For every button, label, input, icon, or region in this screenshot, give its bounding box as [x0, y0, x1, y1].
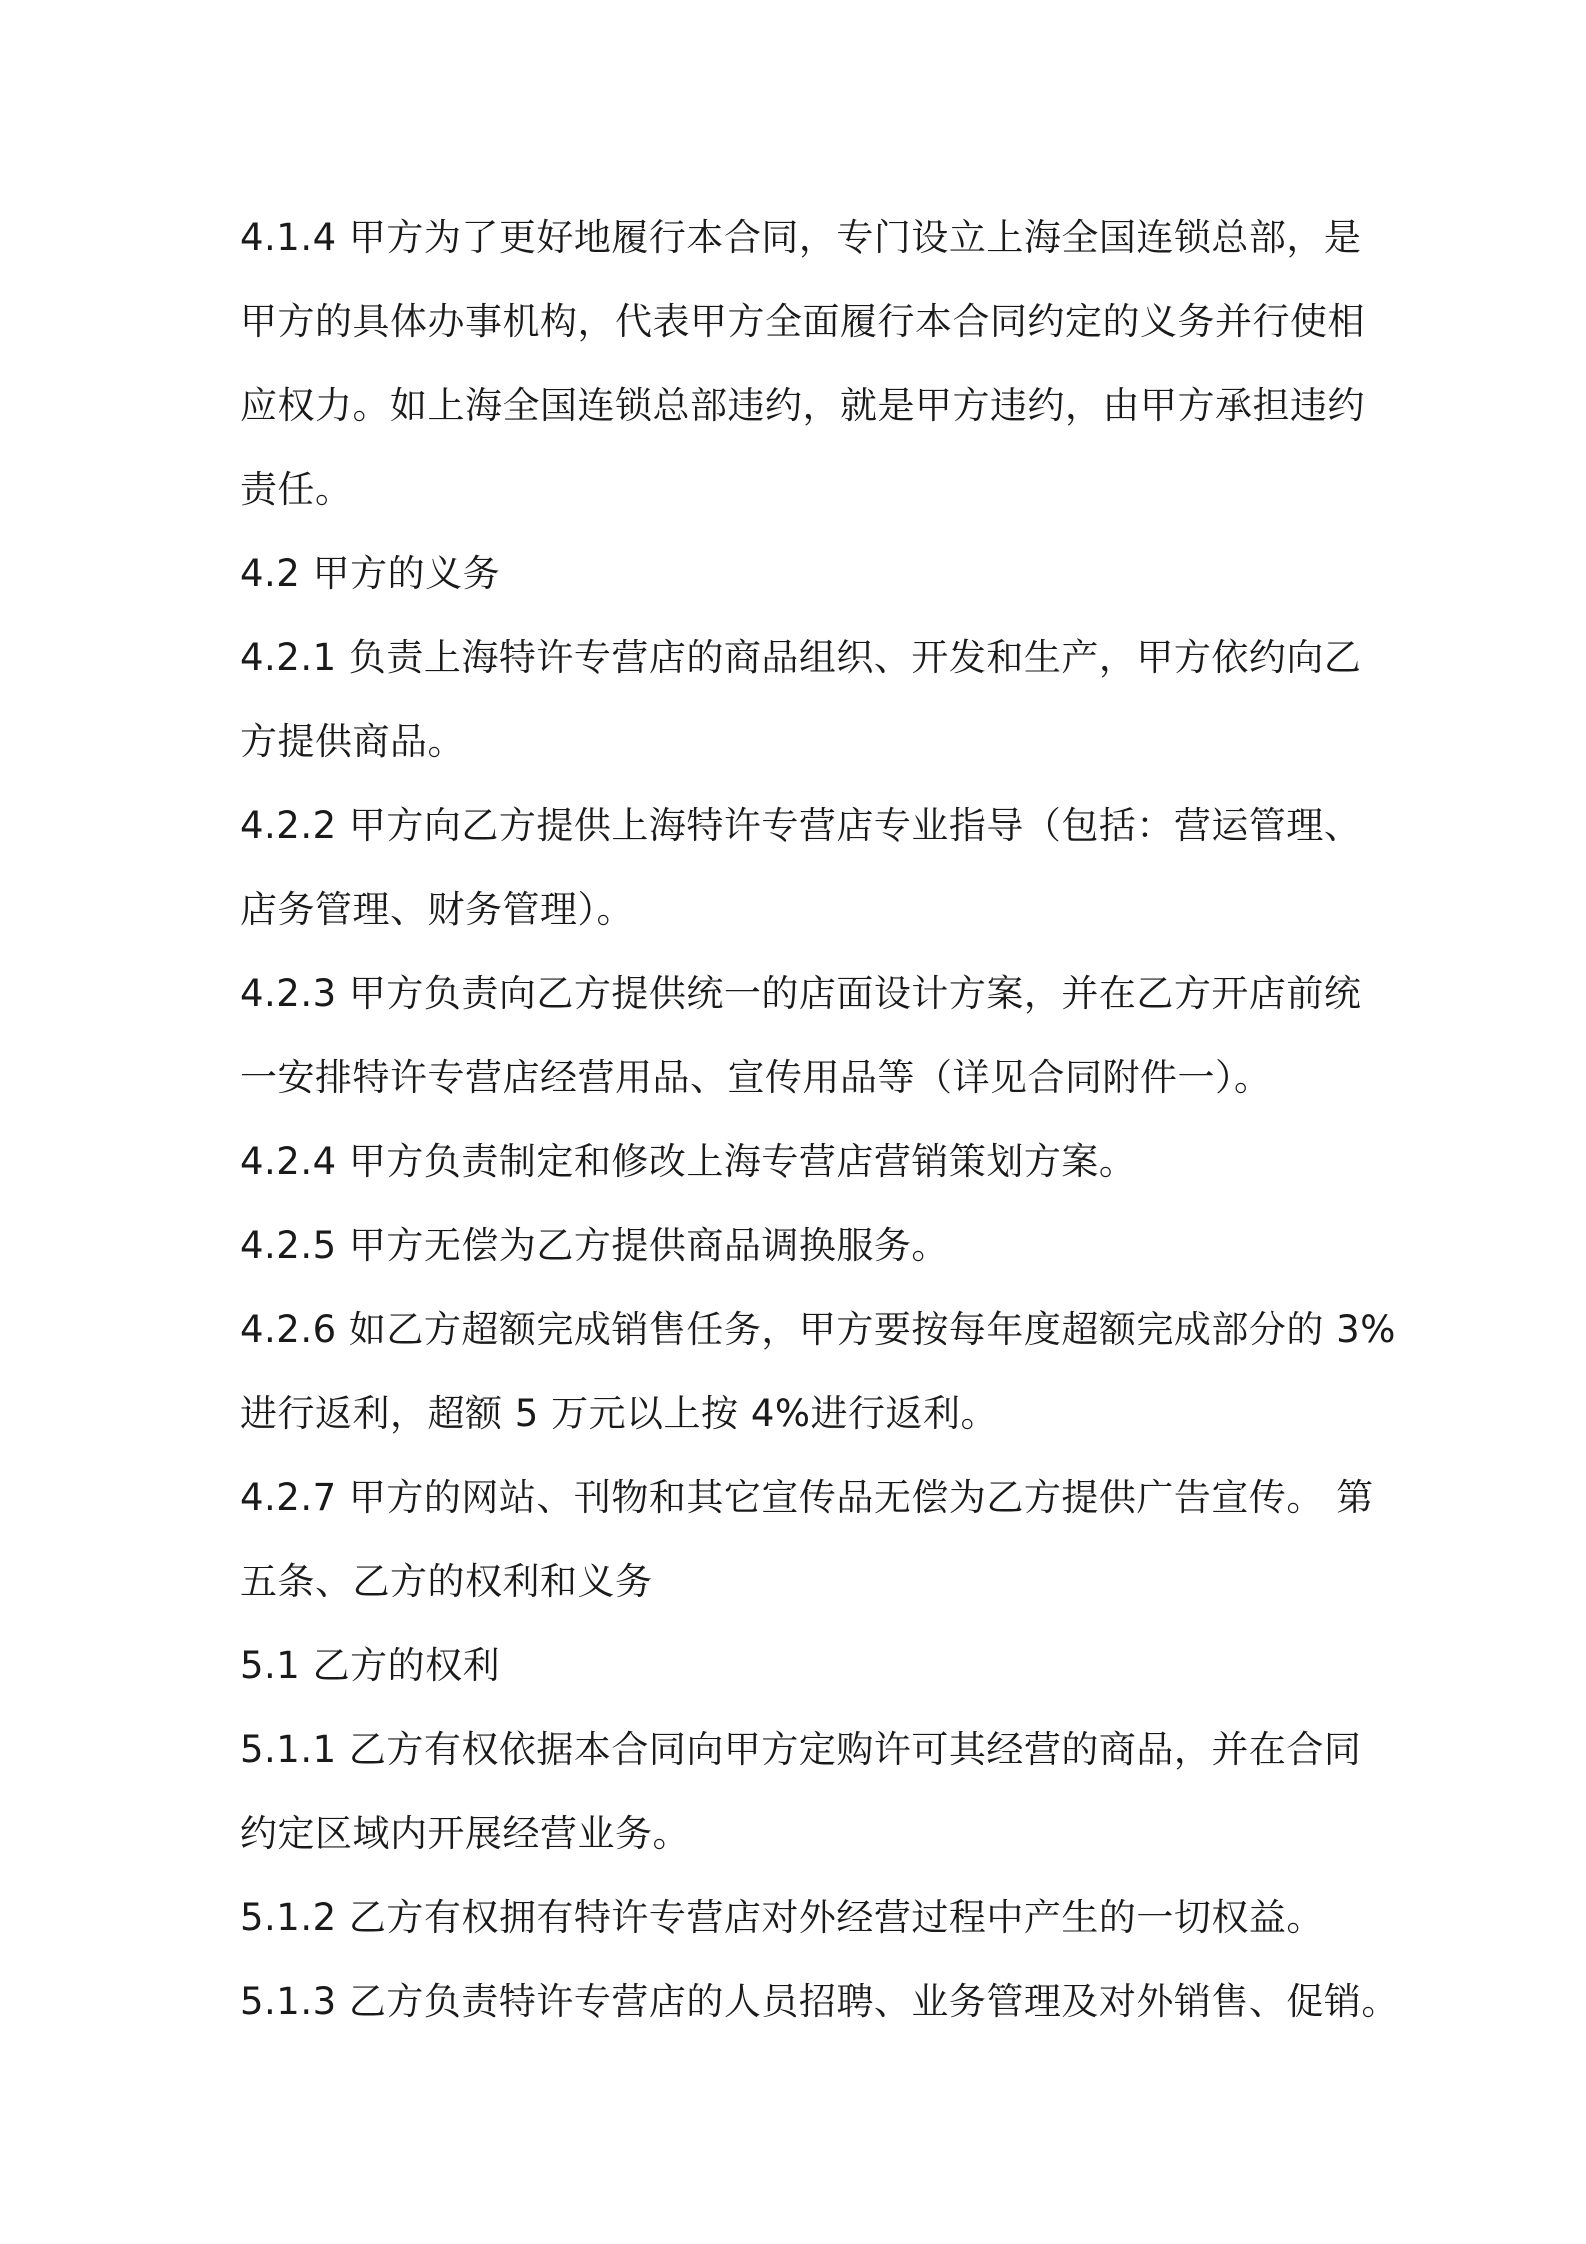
text-line: 约定区域内开展经营业务。: [240, 1812, 690, 1855]
section-heading: 5.1 乙方的权利: [240, 1644, 501, 1687]
text-line: 五条、乙方的权利和义务: [240, 1560, 653, 1603]
text-line: 店务管理、财务管理）。: [240, 888, 634, 931]
text-line: 4.2.6 如乙方超额完成销售任务，甲方要按每年度超额完成部分的 3%: [240, 1308, 1396, 1351]
text-line: 4.2.4 甲方负责制定和修改上海专营店营销策划方案。: [240, 1140, 1137, 1183]
text-line: 5.1.3 乙方负责特许专营店的人员招聘、业务管理及对外销售、促销。: [240, 1980, 1399, 2023]
text-line: 4.2.2 甲方向乙方提供上海特许专营店专业指导（包括：营运管理、: [240, 804, 1362, 847]
text-line: 5.1.1 乙方有权依据本合同向甲方定购许可其经营的商品，并在合同: [240, 1728, 1362, 1771]
text-line: 责任。: [240, 468, 353, 511]
text-line: 方提供商品。: [240, 720, 465, 763]
text-line: 4.1.4 甲方为了更好地履行本合同，专门设立上海全国连锁总部，是: [240, 216, 1362, 259]
text-line: 4.2.3 甲方负责向乙方提供统一的店面设计方案，并在乙方开店前统: [240, 972, 1362, 1015]
text-line: 进行返利，超额 5 万元以上按 4%进行返利。: [240, 1392, 999, 1435]
text-line: 一安排特许专营店经营用品、宣传用品等（详见合同附件一）。: [240, 1056, 1272, 1099]
text-line: 4.2.1 负责上海特许专营店的商品组织、开发和生产，甲方依约向乙: [240, 636, 1362, 679]
text-line: 应权力。如上海全国连锁总部违约，就是甲方违约，由甲方承担违约: [240, 384, 1365, 427]
text-line: 4.2.7 甲方的网站、刊物和其它宣传品无偿为乙方提供广告宣传。 第: [240, 1476, 1374, 1519]
section-heading: 4.2 甲方的义务: [240, 552, 501, 595]
document-body: [240, 196, 1399, 2044]
text-line: 4.2.5 甲方无偿为乙方提供商品调换服务。: [240, 1224, 949, 1267]
text-line: 甲方的具体办事机构，代表甲方全面履行本合同约定的义务并行使相: [240, 300, 1365, 343]
text-line: 5.1.2 乙方有权拥有特许专营店对外经营过程中产生的一切权益。: [240, 1896, 1324, 1939]
